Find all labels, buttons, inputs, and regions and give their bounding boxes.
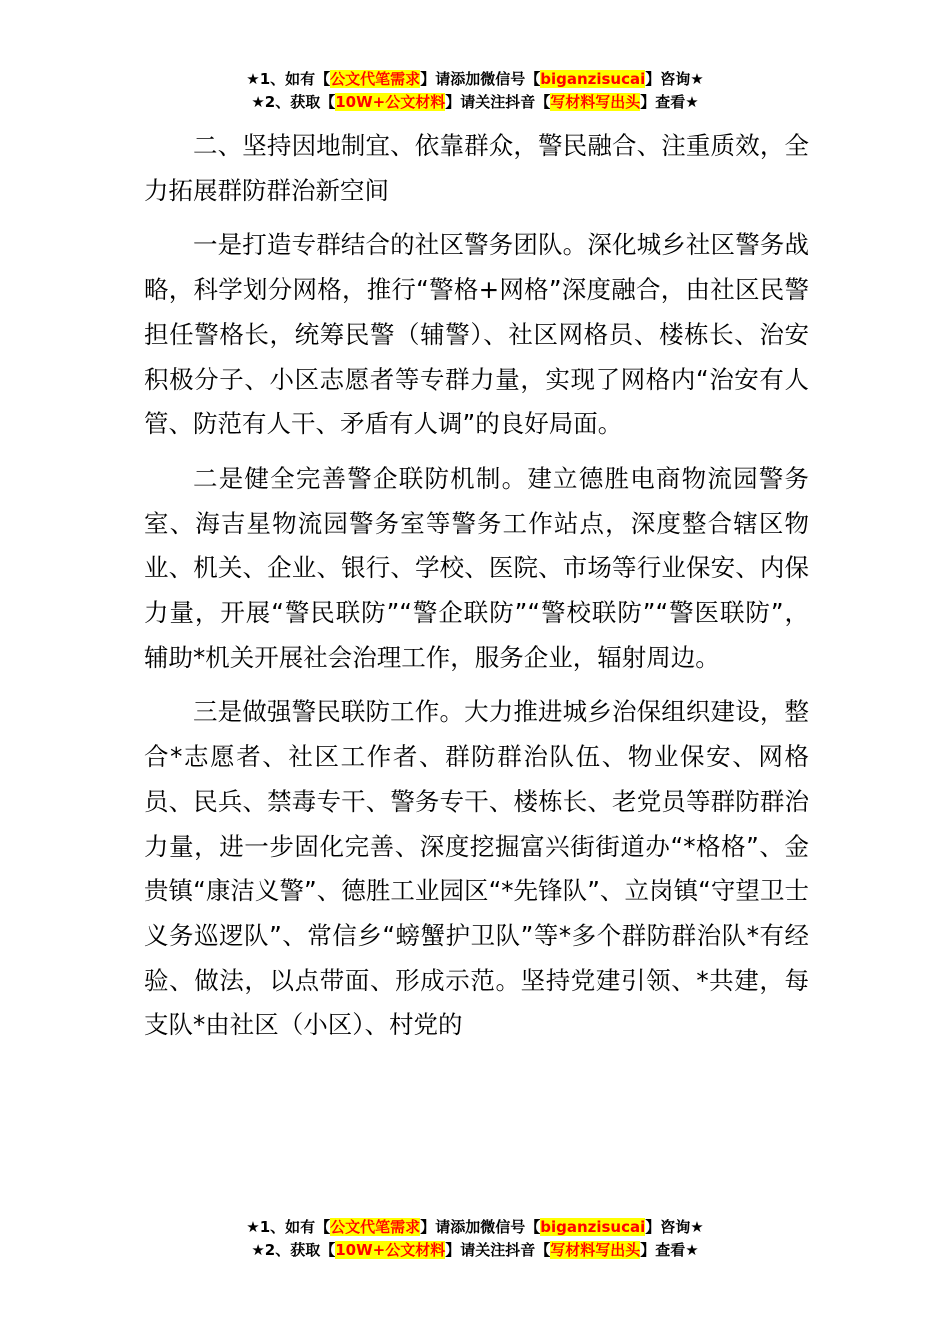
paragraph-1: 一是打造专群结合的社区警务团队。深化城乡社区警务战略，科学划分网格，推行“警格+网格”深度融合，由社区民警担任警格长，统筹民警（辅警）、社区网格员、楼栋长、治安积极分子、小区志愿者等专群力量，实现了网格内“治安有人管、防范有人干、矛盾有人调”的良好局面。 — [144, 230, 809, 439]
header-line-2-a: ★2、获取【 — [251, 93, 336, 111]
footer-line-1-a: ★1、如有【 — [246, 1218, 331, 1236]
header-banner — [0, 68, 950, 114]
header-line-1 — [0, 68, 950, 91]
document-body — [144, 124, 809, 1048]
footer-line-1-e: 】咨询★ — [645, 1218, 704, 1236]
header-line-1-e: 】咨询★ — [645, 70, 704, 88]
footer-highlight-service: 公文代笔需求 — [330, 1218, 421, 1236]
header-line-2 — [0, 91, 950, 114]
header-line-2-c: 】请关注抖音【 — [445, 93, 551, 111]
header-line-2-e: 】查看★ — [640, 93, 699, 111]
header-highlight-douyin: 写材料写出头 — [550, 93, 641, 111]
footer-line-1-c: 】请添加微信号【 — [420, 1218, 541, 1236]
footer-banner — [0, 1216, 950, 1262]
footer-highlight-wechat: biganzisucai — [540, 1218, 646, 1236]
footer-highlight-douyin: 写材料写出头 — [550, 1241, 641, 1259]
header-highlight-wechat: biganzisucai — [540, 70, 646, 88]
paragraph-3: 三是做强警民联防工作。大力推进城乡治保组织建设，整合*志愿者、社区工作者、群防群治队伍、物业保安、网格员、民兵、禁毒专干、警务专干、楼栋长、老党员等群防群治力量，进一步固化完善、深度挖掘富兴街街道办“*格格”、金贵镇“康洁义警”、德胜工业园区“*先锋队”、立岗镇“守望卫士义务巡逻队”、常信乡“螃蟹护卫队”等*多个群防群治队*有经验、做法，以点带面、形成示范。坚持党建引领、*共建，每支队*由社区（小区）、村党的 — [144, 697, 809, 1040]
footer-line-2 — [0, 1239, 950, 1262]
header-line-1-c: 】请添加微信号【 — [420, 70, 541, 88]
footer-line-2-c: 】请关注抖音【 — [445, 1241, 551, 1259]
header-highlight-materials: 10W+公文材料 — [335, 93, 446, 111]
header-highlight-service: 公文代笔需求 — [330, 70, 421, 88]
header-line-1-a: ★1、如有【 — [246, 70, 331, 88]
footer-line-2-e: 】查看★ — [640, 1241, 699, 1259]
paragraph-2: 二是健全完善警企联防机制。建立德胜电商物流园警务室、海吉星物流园警务室等警务工作站点，深度整合辖区物业、机关、企业、银行、学校、医院、市场等行业保安、内保力量，开展“警民联防”“警企联防”“警校联防”“警医联防”，辅助*机关开展社会治理工作，服务企业，辐射周边。 — [144, 463, 809, 672]
footer-line-2-a: ★2、获取【 — [251, 1241, 336, 1259]
footer-highlight-materials: 10W+公文材料 — [335, 1241, 446, 1259]
section-heading: 二、坚持因地制宜、依靠群众，警民融合、注重质效，全力拓展群防群治新空间 — [144, 131, 809, 205]
footer-line-1 — [0, 1216, 950, 1239]
